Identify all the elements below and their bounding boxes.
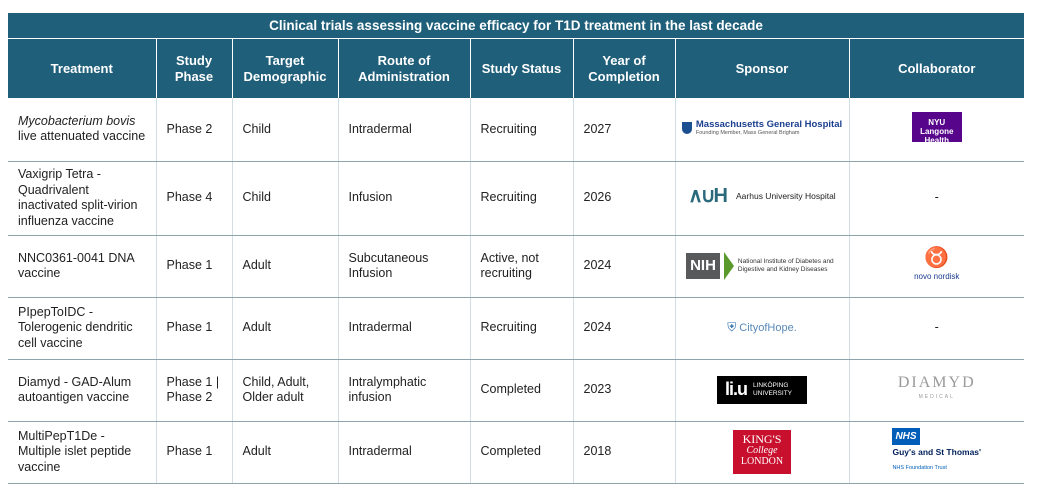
header-row — [8, 39, 1024, 98]
route-cell: Subcutaneous Infusion — [338, 235, 470, 297]
table-row — [8, 297, 1024, 359]
collaborator-cell — [849, 235, 1024, 297]
year-cell: 2023 — [573, 359, 675, 421]
demographic-cell: Adult — [232, 297, 338, 359]
liu-mark: li.u — [725, 379, 747, 400]
treatment-cell: NNC0361-0041 DNA vaccine — [8, 235, 156, 297]
sponsor-cell — [675, 359, 849, 421]
year-cell: 2024 — [573, 297, 675, 359]
demographic-cell: Child, Adult, Older adult — [232, 359, 338, 421]
mgh-logo — [682, 120, 842, 137]
header-sponsor: Sponsor — [675, 39, 849, 98]
kcl-line1: KING'S — [742, 432, 782, 446]
table-title: Clinical trials assessing vaccine efficacy for T1D treatment in the last decade — [8, 13, 1024, 39]
status-cell: Active, not recruiting — [470, 235, 573, 297]
kings-college-london-logo — [733, 430, 791, 474]
status-cell: Recruiting — [470, 297, 573, 359]
auh-logo — [688, 185, 836, 208]
mgh-shield-icon — [682, 122, 692, 134]
header-study-phase: Study Phase — [156, 39, 232, 98]
city-of-hope-name: CityofHope. — [739, 321, 797, 334]
demographic-cell: Child — [232, 161, 338, 235]
header-year: Year of Completion — [573, 39, 675, 98]
city-of-hope-icon: ⛨ — [727, 319, 737, 334]
nhs-name: Guy's and St Thomas' — [892, 447, 982, 458]
header-target-demographic: Target Demographic — [232, 39, 338, 98]
phase-cell: Phase 2 — [156, 98, 232, 161]
table-row — [8, 161, 1024, 235]
collaborator-cell — [849, 359, 1024, 421]
nhs-guys-st-thomas-logo — [892, 428, 981, 477]
year-cell: 2027 — [573, 98, 675, 161]
header-route: Route of Administration — [338, 39, 470, 98]
route-cell: Intralymphatic infusion — [338, 359, 470, 421]
treatment-cell: Vaxigrip Tetra - Quadrivalent inactivated split-virion influenza vaccine — [8, 161, 156, 235]
table-row — [8, 235, 1024, 297]
sponsor-cell — [675, 98, 849, 161]
route-cell: Intradermal — [338, 297, 470, 359]
collaborator-cell: - — [849, 161, 1024, 235]
auh-mark-icon: ∧∪H — [688, 185, 727, 208]
route-cell: Infusion — [338, 161, 470, 235]
collaborator-cell — [849, 98, 1024, 161]
year-cell: 2024 — [573, 235, 675, 297]
kcl-line2: College — [746, 445, 778, 456]
diamyd-logo — [898, 375, 976, 406]
diamyd-name: DIAMYD — [897, 373, 976, 391]
nhs-badge: NHS — [892, 428, 919, 446]
table-row — [8, 359, 1024, 421]
sponsor-cell — [675, 235, 849, 297]
nhs-sub: NHS Foundation Trust — [892, 464, 947, 471]
nih-name: National Institute of Diabetes and Digestive and Kidney Diseases — [737, 258, 834, 273]
route-cell: Intradermal — [338, 98, 470, 161]
mgh-name: Massachusetts General Hospital — [695, 118, 843, 130]
phase-cell: Phase 1 | Phase 2 — [156, 359, 232, 421]
linkoping-university-logo — [717, 376, 807, 404]
year-cell: 2026 — [573, 161, 675, 235]
phase-cell: Phase 1 — [156, 421, 232, 483]
liu-name: LINKÖPING UNIVERSITY — [753, 382, 793, 397]
phase-cell: Phase 1 — [156, 297, 232, 359]
header-collaborator: Collaborator — [849, 39, 1024, 98]
route-cell: Intradermal — [338, 421, 470, 483]
diamyd-sub: MEDICAL — [918, 394, 955, 400]
treatment-cell — [8, 98, 156, 161]
treatment-cell: Diamyd - GAD-Alum autoantigen vaccine — [8, 359, 156, 421]
treatment-italic: Mycobacterium bovis — [18, 113, 136, 128]
novo-nordisk-logo — [914, 247, 959, 285]
status-cell: Recruiting — [470, 98, 573, 161]
sponsor-cell — [675, 297, 849, 359]
trials-table — [8, 39, 1024, 484]
treatment-cell: MultiPepT1De - Multiple islet peptide vaccine — [8, 421, 156, 483]
demographic-cell: Adult — [232, 421, 338, 483]
novo-name: novo nordisk — [914, 272, 960, 282]
status-cell: Completed — [470, 359, 573, 421]
kcl-line3: LONDON — [740, 456, 784, 467]
table-row — [8, 421, 1024, 483]
nyu-langone-logo: NYU Langone Health — [912, 112, 962, 142]
collaborator-cell: - — [849, 297, 1024, 359]
status-cell: Completed — [470, 421, 573, 483]
phase-cell: Phase 1 — [156, 235, 232, 297]
header-treatment: Treatment — [8, 39, 156, 98]
demographic-cell: Child — [232, 98, 338, 161]
sponsor-cell — [675, 161, 849, 235]
header-status: Study Status — [470, 39, 573, 98]
nih-logo — [686, 252, 838, 280]
apis-bull-icon: ♉ — [924, 247, 950, 270]
table-row — [8, 98, 1024, 161]
treatment-cell: PIpepToIDC - Tolerogenic dendritic cell vaccine — [8, 297, 156, 359]
city-of-hope-logo — [727, 319, 797, 334]
demographic-cell: Adult — [232, 235, 338, 297]
year-cell: 2018 — [573, 421, 675, 483]
auh-name: Aarhus University Hospital — [736, 191, 836, 202]
nih-arrow-icon — [724, 252, 734, 280]
collaborator-cell — [849, 421, 1024, 483]
nih-mark: NIH — [686, 253, 720, 279]
treatment-text: live attenuated vaccine — [18, 129, 146, 144]
mgh-sub: Founding Member, Mass General Brigham — [695, 129, 800, 136]
trials-table-container — [8, 13, 1024, 484]
phase-cell: Phase 4 — [156, 161, 232, 235]
sponsor-cell — [675, 421, 849, 483]
status-cell: Recruiting — [470, 161, 573, 235]
